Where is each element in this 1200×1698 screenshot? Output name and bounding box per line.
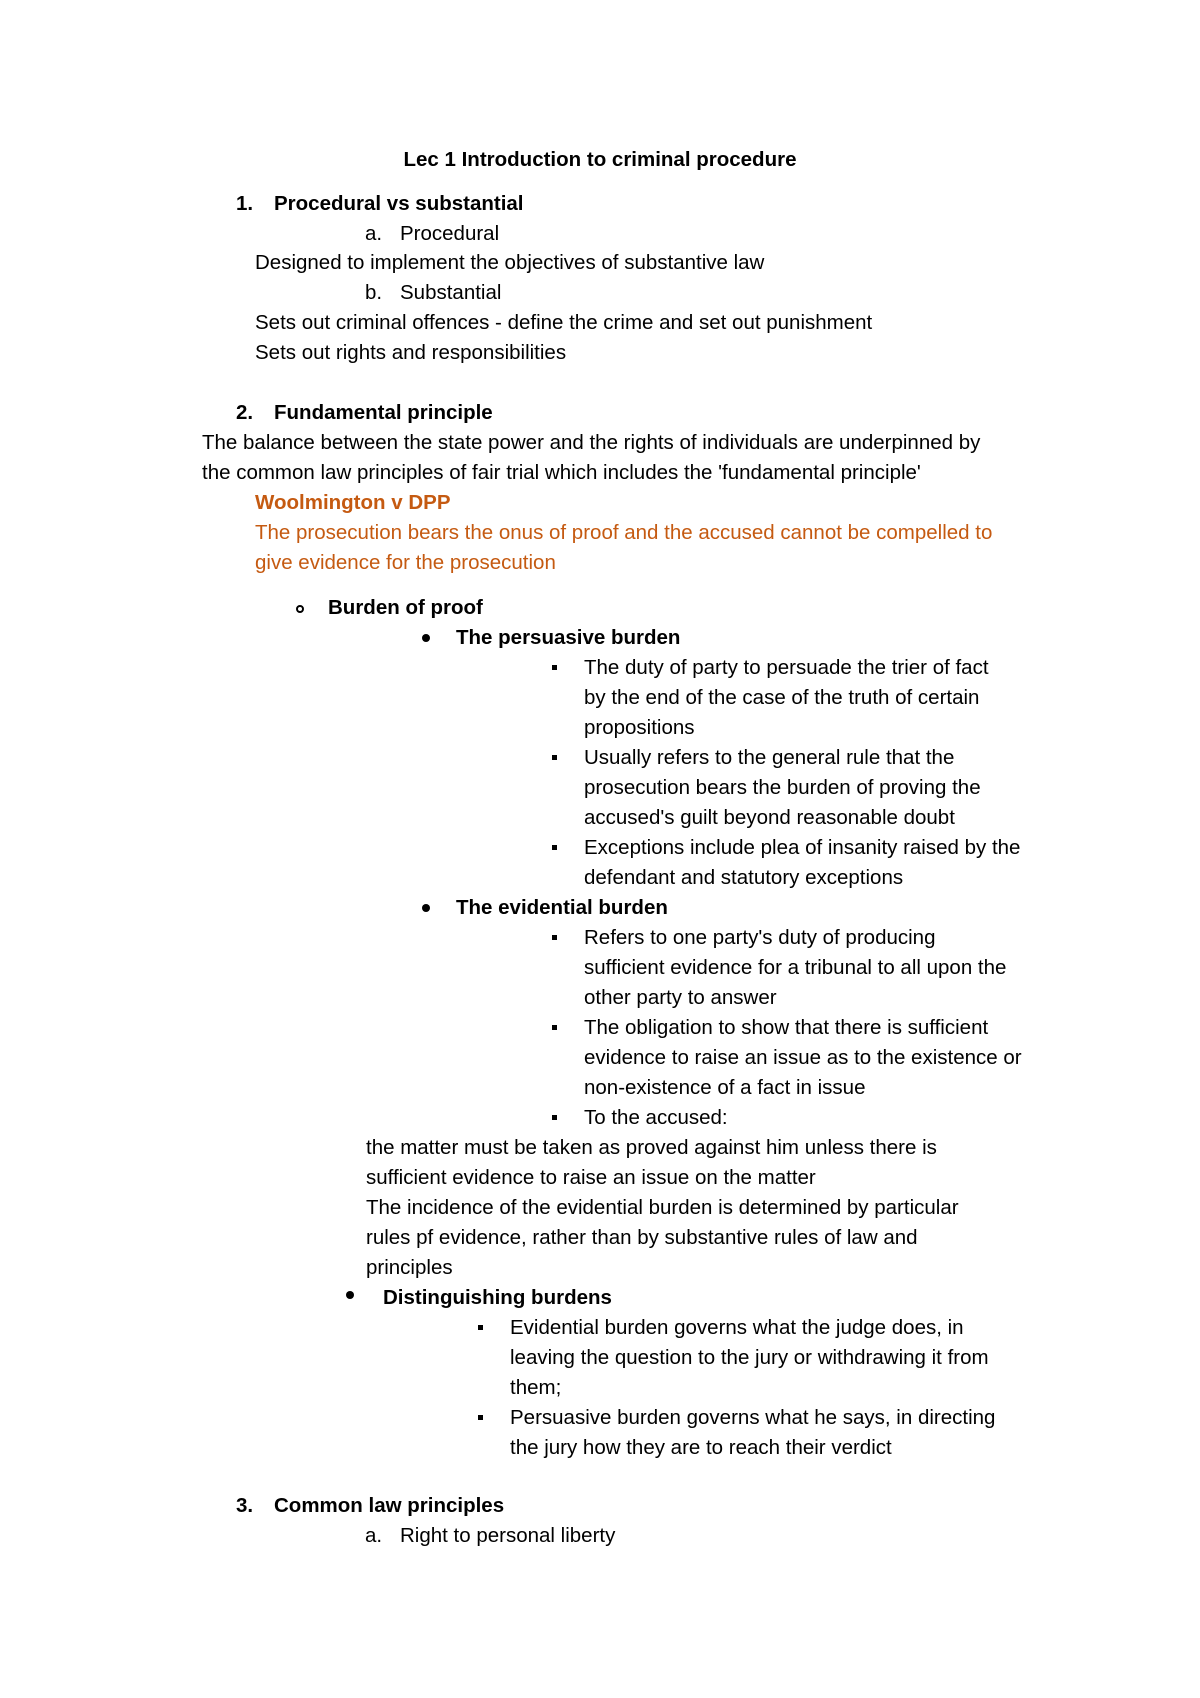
list-item-text: defendant and statutory exceptions: [584, 866, 904, 889]
list-item-text: other party to answer: [584, 986, 777, 1009]
subheading: The persuasive burden: [456, 626, 681, 649]
body-text: Designed to implement the objectives of substantive law: [255, 251, 765, 274]
list-item-text: To the accused:: [584, 1106, 728, 1129]
bullet-icon: [422, 904, 430, 912]
section-number: 3.: [236, 1494, 254, 1517]
square-bullet-icon: [478, 1325, 483, 1330]
case-text: The prosecution bears the onus of proof and the accused cannot be compelled to: [255, 521, 993, 544]
body-text: principles: [366, 1256, 453, 1279]
list-item-text: Persuasive burden governs what he says, in directing: [510, 1406, 996, 1429]
list-item-text: Usually refers to the general rule that the: [584, 746, 955, 769]
list-item-text: leaving the question to the jury or withdrawing it from: [510, 1346, 989, 1369]
list-marker: a.: [365, 222, 383, 245]
section-number: 2.: [236, 401, 254, 424]
list-item-text: Evidential burden governs what the judge does, in: [510, 1316, 964, 1339]
hollow-bullet-icon: [296, 605, 304, 613]
body-text: The incidence of the evidential burden is determined by particular: [366, 1196, 959, 1219]
list-item-label: Procedural: [400, 222, 500, 245]
subheading: The evidential burden: [456, 896, 668, 919]
list-item-text: Refers to one party's duty of producing: [584, 926, 936, 949]
subheading: Burden of proof: [328, 596, 483, 619]
body-text: the matter must be taken as proved against him unless there is: [366, 1136, 937, 1159]
list-marker: a.: [365, 1524, 383, 1547]
list-item-text: by the end of the case of the truth of certain: [584, 686, 980, 709]
list-item-text: The obligation to show that there is sufficient: [584, 1016, 989, 1039]
list-item-text: evidence to raise an issue as to the existence or: [584, 1046, 1022, 1069]
square-bullet-icon: [552, 1115, 557, 1120]
section-heading: Common law principles: [274, 1494, 505, 1517]
section-number: 1.: [236, 192, 254, 215]
square-bullet-icon: [552, 1025, 557, 1030]
body-text: The balance between the state power and the rights of individuals are underpinned by: [202, 431, 981, 454]
list-item-text: prosecution bears the burden of proving the: [584, 776, 981, 799]
body-text: Sets out rights and responsibilities: [255, 341, 567, 364]
square-bullet-icon: [552, 755, 557, 760]
list-item-text: the jury how they are to reach their verdict: [510, 1436, 892, 1459]
list-item-text: accused's guilt beyond reasonable doubt: [584, 806, 955, 829]
list-item-label: Right to personal liberty: [400, 1524, 616, 1547]
square-bullet-icon: [552, 935, 557, 940]
section-heading: Fundamental principle: [274, 401, 493, 424]
body-text: the common law principles of fair trial which includes the 'fundamental principle': [202, 461, 921, 484]
page-title: Lec 1 Introduction to criminal procedure: [403, 148, 797, 171]
list-marker: b.: [365, 281, 383, 304]
square-bullet-icon: [552, 845, 557, 850]
list-item-text: non-existence of a fact in issue: [584, 1076, 866, 1099]
list-item-text: The duty of party to persuade the trier of fact: [584, 656, 989, 679]
section-heading: Procedural vs substantial: [274, 192, 524, 215]
case-name: Woolmington v DPP: [255, 491, 451, 514]
bullet-icon: [422, 634, 430, 642]
case-text: give evidence for the prosecution: [255, 551, 556, 574]
list-item-text: them;: [510, 1376, 562, 1399]
body-text: sufficient evidence to raise an issue on the matter: [366, 1166, 816, 1189]
list-item-text: Exceptions include plea of insanity raised by the: [584, 836, 1021, 859]
list-item-label: Substantial: [400, 281, 502, 304]
body-text: Sets out criminal offences - define the crime and set out punishment: [255, 311, 873, 334]
bullet-icon: [346, 1291, 354, 1299]
square-bullet-icon: [478, 1415, 483, 1420]
list-item-text: propositions: [584, 716, 695, 739]
body-text: rules pf evidence, rather than by substantive rules of law and: [366, 1226, 918, 1249]
subheading: Distinguishing burdens: [383, 1286, 612, 1309]
list-item-text: sufficient evidence for a tribunal to all upon the: [584, 956, 1007, 979]
square-bullet-icon: [552, 665, 557, 670]
